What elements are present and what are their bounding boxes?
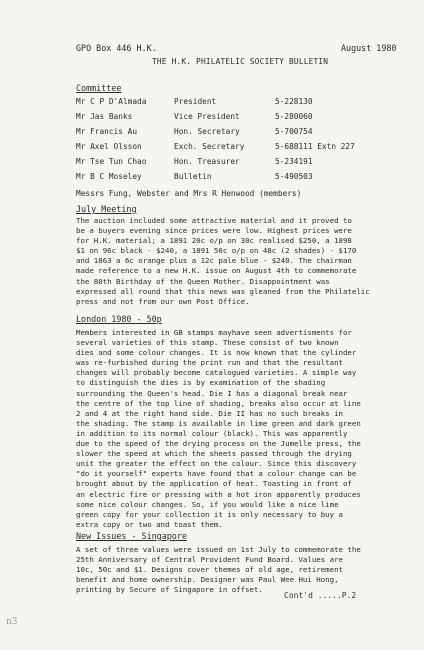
paragraph-line: $1 on 96c black - $240, a 1891 50c o/p on 48c (2 shades) - $170 [76,246,357,256]
member-name: Mr Francis Au [76,127,138,136]
member-role: Hon. Secretary [174,127,240,136]
member-phone: 5-688111 Extn 227 [275,142,355,151]
member-role: Bulletin [174,172,212,181]
member-phone: 5-490503 [275,172,313,181]
bulletin-title: THE H.K. PHILATELIC SOCIETY BULLETIN [152,57,329,66]
margin-pencil-mark: n3 [6,617,18,627]
paragraph-line: the shading. The stamp is available in lime green and dark green [76,418,361,428]
paragraph-line: in addition to its normal colour (black). This was apparently [76,428,348,438]
member-role: Exch. Secretary [174,142,245,151]
member-phone: 5-234191 [275,157,313,166]
section-heading-new-issues: New Issues - Singapore [76,531,187,541]
paragraph-line: some nice colour changes. So, if you would like a nice lime [76,499,339,509]
paragraph-line: benefit and home ownership. Designer was Paul Wee Hui Hong, [76,575,339,585]
paragraph-line: 25th Anniversary of Central Provident Fund Board. Values are [76,555,343,565]
paragraph-line: due to the speed of the drying process on the Jumelle press, the [76,439,361,449]
paragraph-line: The auction included some attractive material and it proved to [76,216,352,225]
paragraph-line: printing by Secure of Singapore in offset. [76,585,263,595]
member-phone: 5-280060 [275,112,313,121]
paragraph-line: unit the greater the effect on the colour. Since this discovery [76,459,357,469]
paragraph-line: green copy for your collection it is only necessary to buy a [76,509,343,519]
paragraph-line: press and not from our own Post Office. [76,296,250,306]
paragraph-line: expressed all round that this news was gleaned from the Philatelic [76,286,370,296]
paragraph-line: an electric fire or pressing with a hot iron apparently produces [76,489,361,499]
paragraph-line: changes will probably become catalogued varieties. A simple way [76,368,357,378]
paragraph-line: several varieties of this stamp. These consist of two known [76,338,339,348]
paragraph-line: brought about by the application of heat. Toasting in front of [76,479,352,489]
paragraph-line: Members interested in GB stamps mayhave seen advertisments for [76,328,352,337]
member-phone: 5-228130 [275,97,313,106]
paragraph-line: for H.K. material; a 1891 20c o/p on 30c realised $250, a 1898 [76,236,352,246]
section-heading-london-1980: London 1980 - 50p [76,314,162,324]
new-issues-paragraph [76,545,376,595]
london-1980-paragraph [76,328,376,530]
paragraph-line: made reference to a new H.K. issue on August 4th to commemorate [76,266,357,276]
member-phone: 5-700754 [275,127,313,136]
member-role: Vice President [174,112,240,121]
paragraph-line: the 80th Birthday of the Queen Mother. Disappointment was [76,276,330,286]
paragraph-line: "do it yourself" experts have found that a colour change can be [76,469,357,479]
paragraph-line: surrounding the Queen's head. Die I has a diagonal break near [76,388,348,398]
paragraph-line: extra copy or two and toast them. [76,519,223,529]
paragraph-line: A set of three values were issued on 1st July to commemorate the [76,545,361,554]
paragraph-line: be a buyers evening since prices were low. Highest prices were [76,226,352,236]
member-name: Mr Tse Tun Chao [76,157,147,166]
paragraph-line: to distinguish the dies is by examination of the shading [76,378,326,388]
paragraph-line: 2 and 4 at the right hand side. Die II has no such breaks in [76,408,343,418]
member-name: Mr C P D'Almada [76,97,147,106]
postal-address: GPO Box 446 H.K. [76,43,157,53]
paragraph-line: and 1863 a 6c orange plus a 12c pale blue - $240. The chairman [76,256,352,266]
paragraph-line: the centre of the top line of shading, breaks also occur at line [76,398,361,408]
continued-note: Cont'd .....P.2 [284,591,357,600]
committee-other-members: Messrs Fung, Webster and Mrs R Henwood (members) [76,189,302,198]
member-name: Mr B C Moseley [76,172,142,181]
july-meeting-paragraph [76,216,376,307]
paragraph-line: 10c, 50c and $1. Designs cover themes of old age, retirement [76,565,343,575]
member-name: Mr Axel Olsson [76,142,142,151]
member-name: Mr Jas Banks [76,112,133,121]
section-heading-july-meeting: July Meeting [76,204,137,214]
member-role: Hon. Treasurer [174,157,240,166]
paragraph-line: was re-furbished during the print run and that the resultant [76,358,343,368]
paragraph-line: dies and some colour changes. It is now known that the cylinder [76,348,357,358]
issue-date: August 1980 [341,43,397,53]
member-role: President [174,97,217,106]
paragraph-line: slower the speed at which the sheets passed through the drying [76,449,352,459]
committee-heading: Committee [76,83,122,93]
